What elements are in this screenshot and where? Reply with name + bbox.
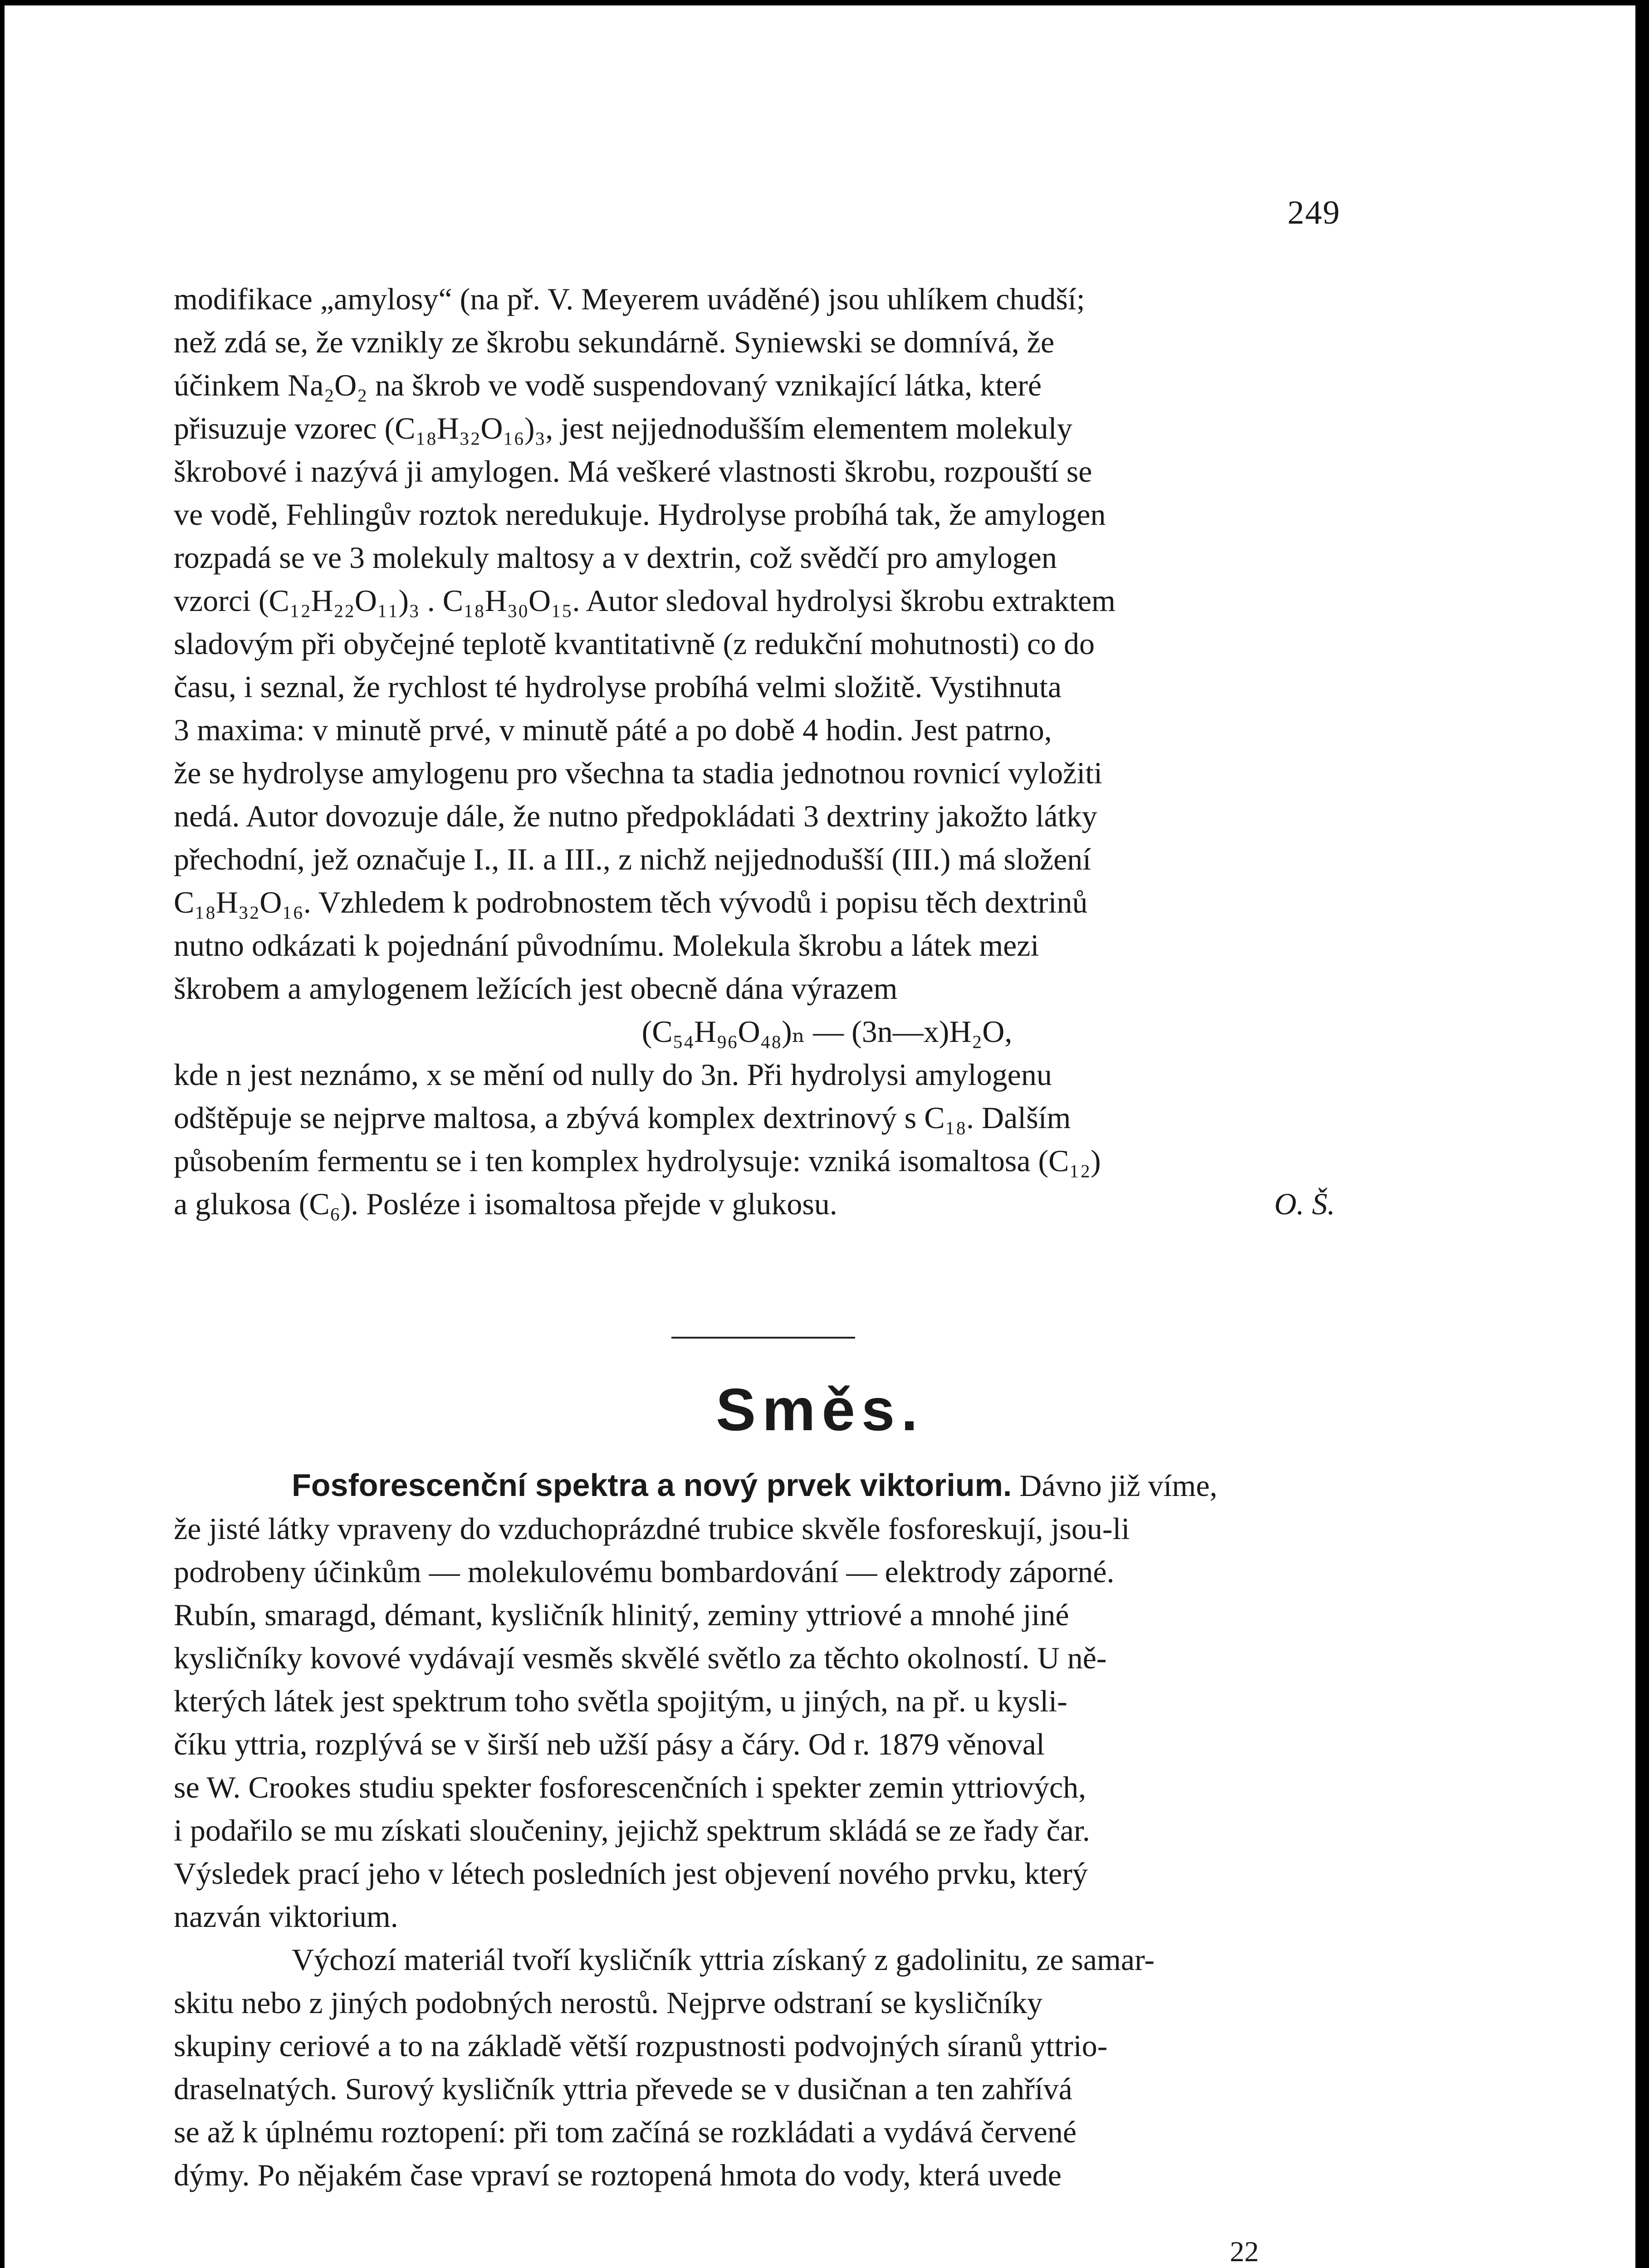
text-line: C₁₈H₃₂O₁₆. Vzhledem k podrobnostem těch vývodů i popisu těch dextrinů xyxy=(174,885,1088,919)
text-line: kde n jest neznámo, x se mění od nully do 3n. Při hydrolysi amylogenu xyxy=(174,1057,1052,1092)
author-initials: O. Š. xyxy=(1274,1187,1335,1221)
lead-line xyxy=(174,1464,1362,1507)
text-line: ve vodě, Fehlingův roztok neredukuje. Hydrolyse probíhá tak, že amylogen xyxy=(174,497,1106,532)
text-line: že se hydrolyse amylogenu pro všechna ta stadia jednotnou rovnicí vyložiti xyxy=(174,756,1103,790)
text-line: skitu nebo z jiných podobných nerostů. Nejprve odstraní se kysličníky xyxy=(174,1985,1042,2020)
text-line: nedá. Autor dovozuje dále, že nutno předpokládati 3 dextriny jakožto látky xyxy=(174,799,1097,833)
text-line: času, i seznal, že rychlost té hydrolyse probíhá velmi složitě. Vystihnuta xyxy=(174,670,1062,704)
text-line: se W. Crookes studiu spekter fosforescenčních i spekter zemin yttriových, xyxy=(174,1770,1086,1804)
text-line: i podařilo se mu získati sloučeniny, jejichž spektrum skládá se ze řady čar. xyxy=(174,1813,1090,1848)
text-line: škrobové i nazývá ji amylogen. Má veškeré vlastnosti škrobu, rozpouští se xyxy=(174,454,1092,489)
text-line: kysličníky kovové vydávají vesměs skvělé světlo za těchto okolností. U ně- xyxy=(174,1641,1107,1675)
article-viktorium xyxy=(174,1464,1362,2197)
text-line: sladovým při obyčejné teplotě kvantitativně (z redukční mohutnosti) co do xyxy=(174,626,1095,661)
text-line: kterých látek jest spektrum toho světla spojitým, u jiných, na př. u kysli- xyxy=(174,1684,1067,1718)
text-line: odštěpuje se nejprve maltosa, a zbývá komplex dextrinový s C₁₈. Dalším xyxy=(174,1100,1071,1135)
text-line: že jisté látky vpraveny do vzduchoprázdné trubice skvěle fosforeskují, jsou-li xyxy=(174,1511,1130,1546)
text-line: přechodní, jež označuje I., II. a III., z nichž nejjednodušší (III.) má složení xyxy=(174,842,1091,876)
text-line: a glukosa (C₆). Posléze i isomaltosa přejde v glukosu. xyxy=(174,1187,837,1221)
text-line: přisuzuje vzorec (C₁₈H₃₂O₁₆)₃, jest nejjednodušším elementem molekuly xyxy=(174,411,1072,445)
text-line: Rubín, smaragd, démant, kysličník hlinitý, zeminy yttriové a mnohé jiné xyxy=(174,1598,1069,1632)
text-line: než zdá se, že vznikly ze škrobu sekundárně. Syniewski se domnívá, že xyxy=(174,325,1055,359)
text-line: se až k úplnému roztopení: při tom začíná se rozkládati a vydává červené xyxy=(174,2115,1077,2149)
text-line: modifikace „amylosy“ (na př. V. Meyerem uváděné) jsou uhlíkem chudší; xyxy=(174,282,1085,316)
book-page xyxy=(5,5,1635,2268)
text-line: Výsledek prací jeho v létech posledních jest objevení nového prvku, který xyxy=(174,1856,1088,1891)
text-line: vzorci (C₁₂H₂₂O₁₁)₃ . C₁₈H₃₀O₁₅. Autor sledoval hydrolysi škrobu extraktem xyxy=(174,583,1116,618)
scan-edge-right xyxy=(1635,0,1649,2268)
text-line: 3 maxima: v minutě prvé, v minutě páté a po době 4 hodin. Jest patrno, xyxy=(174,713,1052,747)
text-line: nazván viktorium. xyxy=(174,1899,398,1934)
article-title: Fosforescenční spektra a nový prvek viktorium. xyxy=(292,1467,1012,1503)
text-line: rozpadá se ve 3 molekuly maltosy a v dextrin, což svědčí pro amylogen xyxy=(174,540,1057,575)
text-line: draselnatých. Surový kysličník yttria převede se v dusičnan a ten zahřívá xyxy=(174,2072,1072,2106)
starch-formula: (C₅₄H₉₆O₄₈)ₙ — (3n—x)H₂O, xyxy=(641,1014,1013,1049)
text-line: nutno odkázati k pojednání původnímu. Molekula škrobu a látek mezi xyxy=(174,928,1039,963)
text-line: účinkem Na₂O₂ na škrob ve vodě suspendovaný vznikající látka, které xyxy=(174,368,1042,402)
article-amylogen xyxy=(174,278,1362,1226)
section-heading: Směs. xyxy=(716,1376,924,1443)
text-line: podrobeny účinkům — molekulovému bombardování — elektrody záporné. xyxy=(174,1554,1115,1589)
text-line: Výchozí materiál tvoří kysličník yttria získaný z gadolinitu, ze samar- xyxy=(292,1942,1155,1977)
section-divider xyxy=(671,1337,855,1339)
closing-line xyxy=(174,1183,1362,1226)
text-line: působením fermentu se i ten komplex hydrolysuje: vzniká isomaltosa (C₁₂) xyxy=(174,1144,1101,1178)
text-fragment: Dávno již víme, xyxy=(1019,1468,1218,1503)
text-line: číku yttria, rozplývá se v širší neb užší pásy a čáry. Od r. 1879 věnoval xyxy=(174,1727,1045,1761)
page-number: 249 xyxy=(1287,194,1341,231)
text-line: škrobem a amylogenem ležících jest obecně dána výrazem xyxy=(174,971,898,1006)
text-line: dýmy. Po nějakém čase vpraví se roztopená hmota do vody, která uvede xyxy=(174,2158,1062,2192)
sheet-signature: 22 xyxy=(1230,2235,1259,2268)
text-line: skupiny ceriové a to na základě větší rozpustnosti podvojných síranů yttrio- xyxy=(174,2028,1108,2063)
